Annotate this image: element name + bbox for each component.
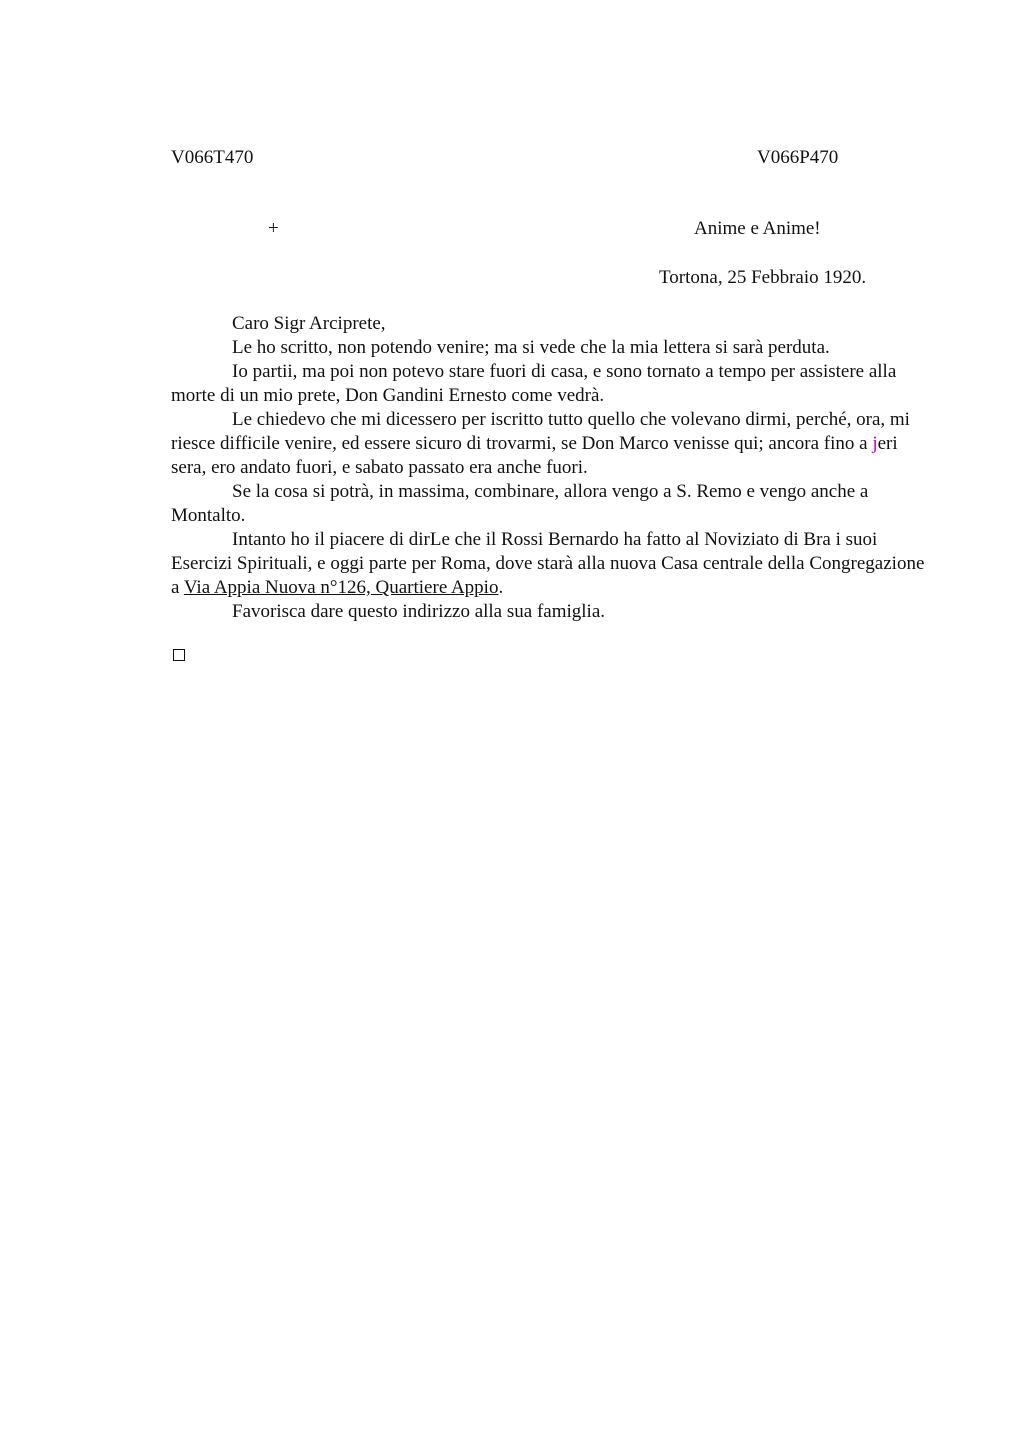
cross-mark: + [268,218,279,239]
underlined-address: Via Appia Nuova n°126, Quartiere Appio [183,577,499,598]
highlighted-letter: j [872,433,878,454]
paragraph-5 [171,528,931,600]
paragraph-3 [171,408,931,480]
paragraph-5-end: . [498,577,504,598]
paragraph-3-end: eri sera, ero andato fuori, e sabato passato era anche fuori. [171,433,898,478]
salutation: Caro Sigr Arciprete, [232,313,386,334]
archive-code-left: V066T470 [171,147,254,168]
paragraph-2: Io partii, ma poi non potevo stare fuori di casa, e sono tornato a tempo per assistere alla morte di un mio prete, Don Gandini Ernesto come vedrà. [171,361,897,406]
paragraph-6: Favorisca dare questo indirizzo alla sua famiglia. [232,601,606,622]
motto: Anime e Anime! [694,218,821,239]
letter-body [171,312,931,624]
paragraph-5-start: Intanto ho il piacere di dirLe che il Rossi Bernardo ha fatto al Noviziato di Bra i suoi Esercizi Spirituali, e oggi parte per Roma, dove starà alla nuova Casa centrale della Congregazione a [171,529,925,598]
archive-code-right: V066P470 [757,147,839,168]
paragraph-1: Le ho scritto, non potendo venire; ma si vede che la mia lettera si sarà perduta. [232,337,830,358]
paragraph-3-start: Le chiedevo che mi dicessero per iscritto tutto quello che volevano dirmi, perché, ora, mi riesce difficile venire, ed essere sicuro di trovarmi, se Don Marco venisse qui; ancora fino a [171,409,910,454]
paragraph-4: Se la cosa si potrà, in massima, combinare, allora vengo a S. Remo e vengo anche a Montalto. [171,481,869,526]
dateline: Tortona, 25 Febbraio 1920. [659,267,867,288]
empty-checkbox-icon [173,649,185,661]
